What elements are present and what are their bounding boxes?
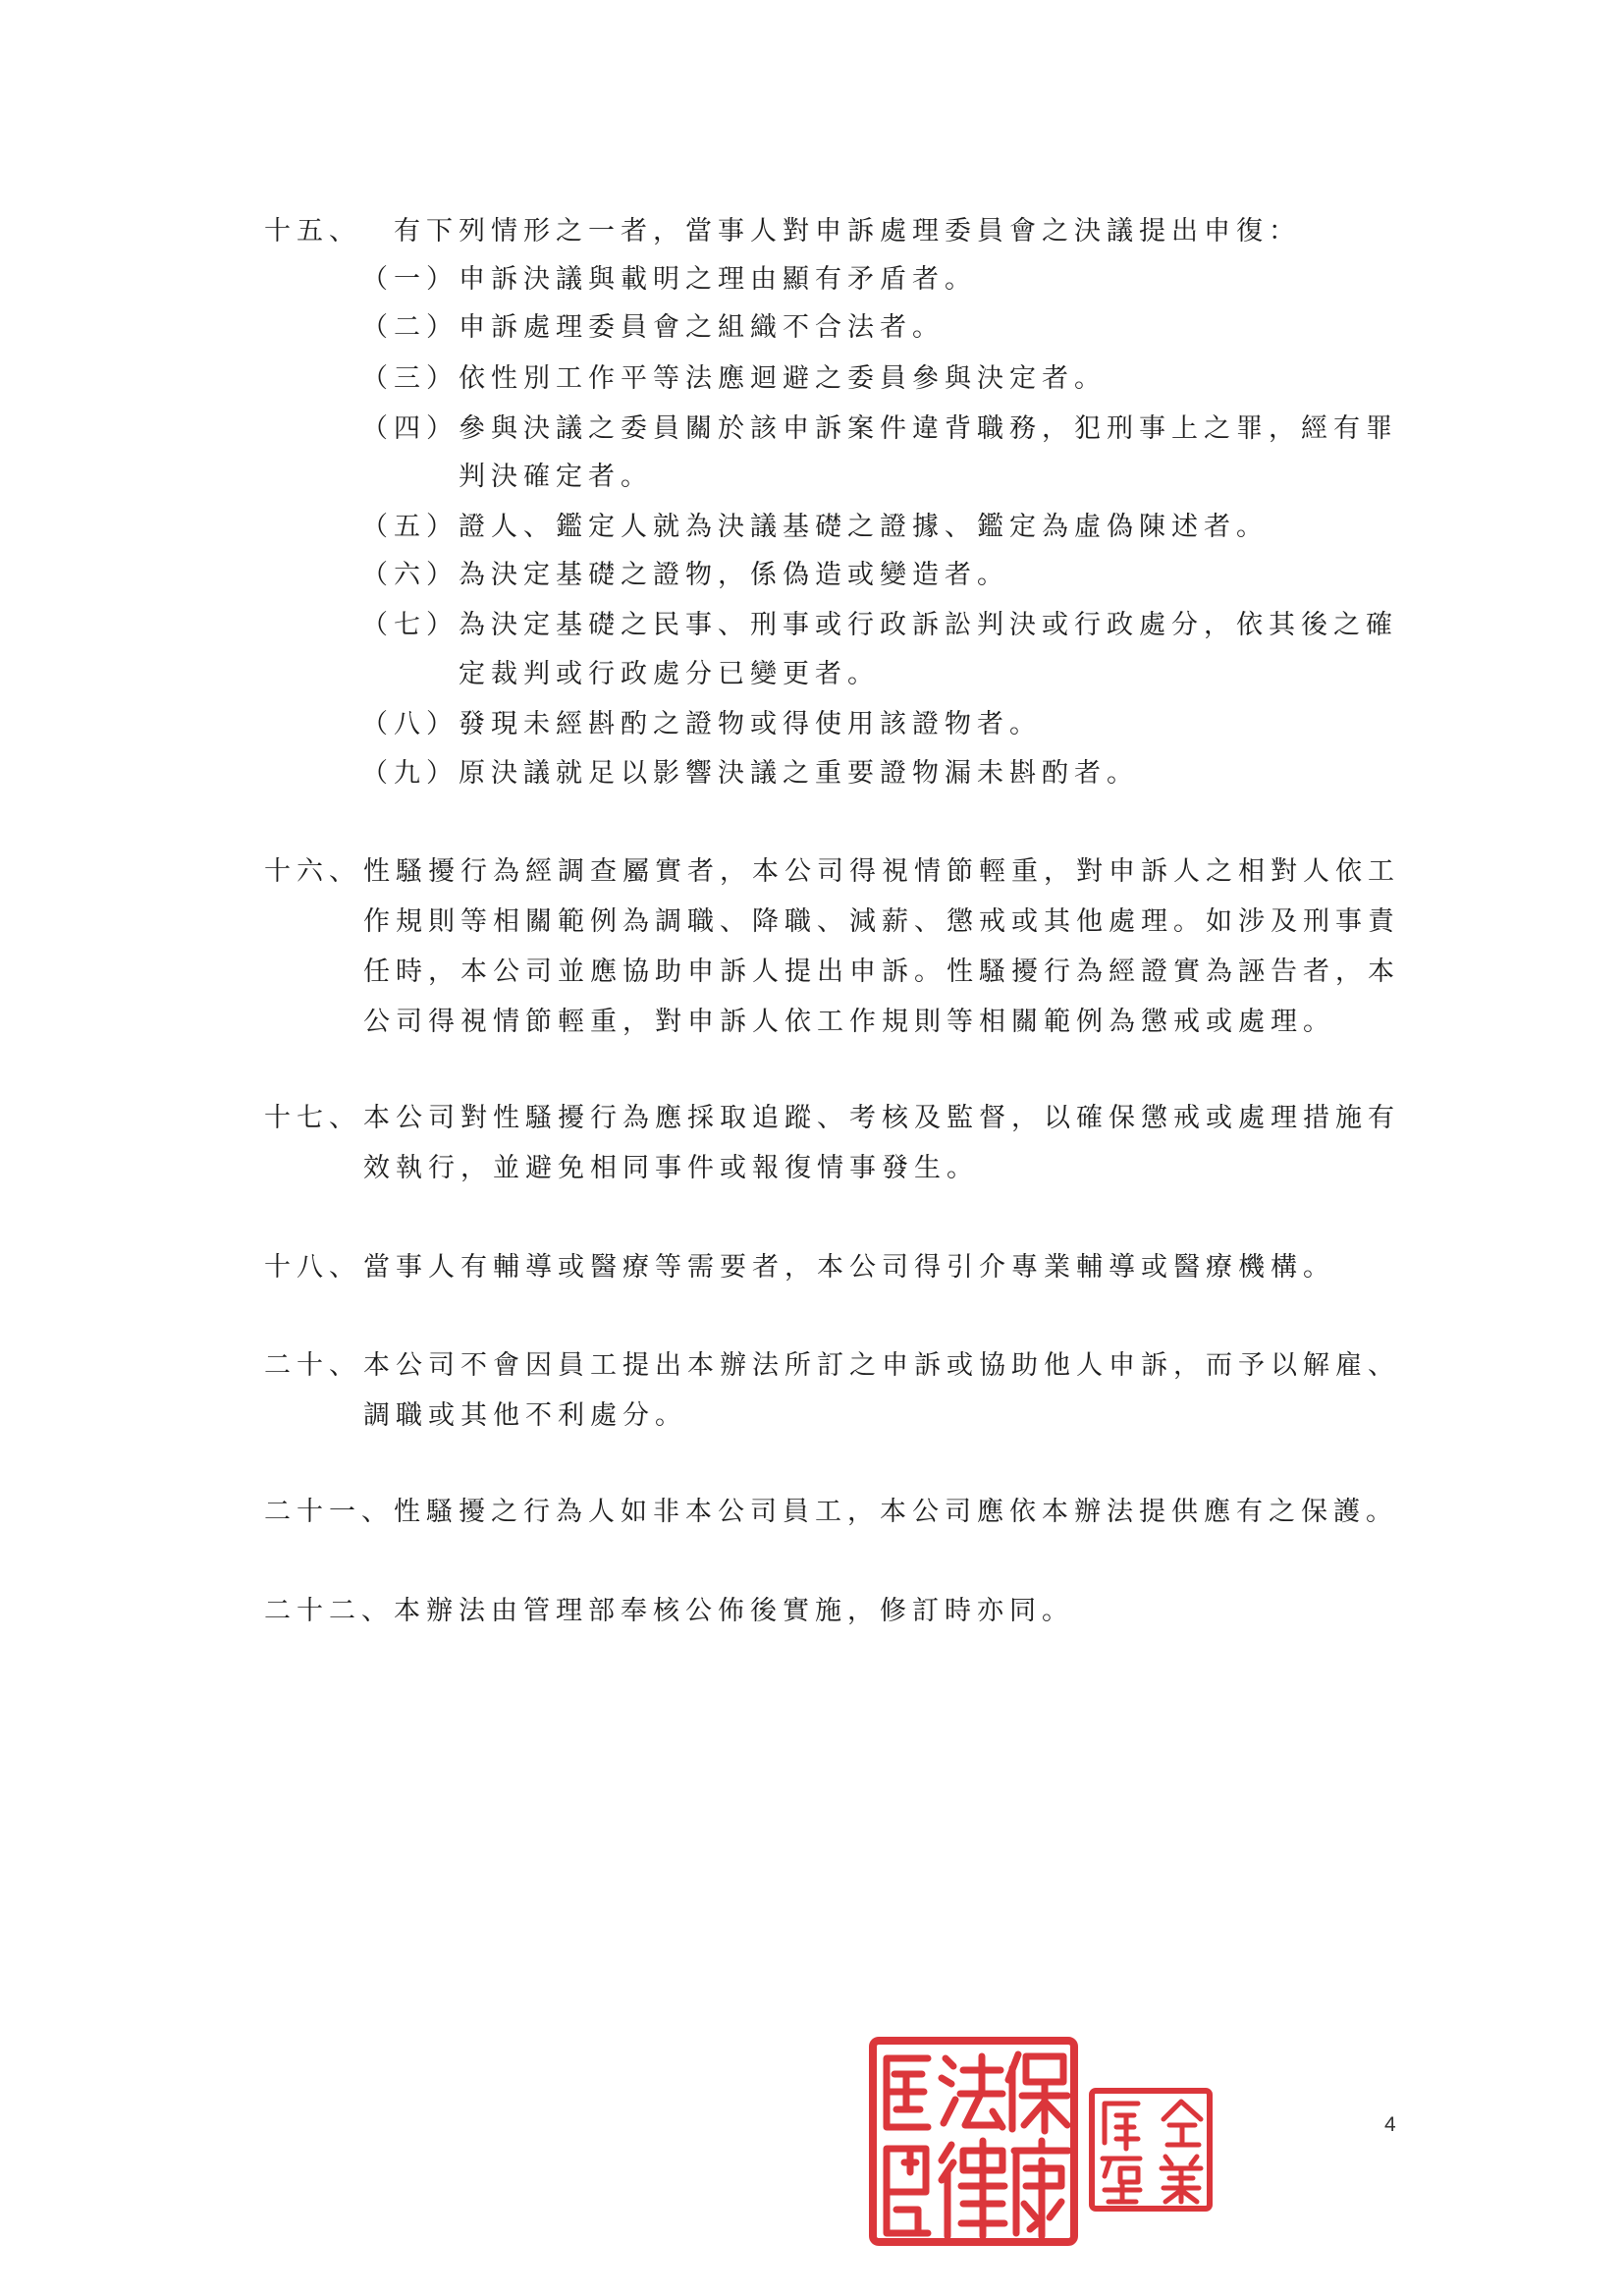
article-20-line-2: 調職或其他不利處分。: [363, 1400, 687, 1431]
article-21-line-1: 性騷擾之行為人如非本公司員工，本公司應依本辦法提供應有之保護。: [394, 1497, 1398, 1527]
article-16-line-4: 公司得視情節輕重，對申訴人依工作規則等相關範例為懲戒或處理。: [363, 1007, 1335, 1037]
article-21-label: 二十一、: [264, 1497, 394, 1527]
item-4-label: （四）: [361, 413, 459, 444]
company-seal-icon: [867, 2035, 1080, 2248]
item-4-text-continued: 判決確定者。: [459, 462, 653, 492]
article-18-label: 十八、: [264, 1252, 361, 1283]
item-4-text: 參與決議之委員關於該申訴案件違背職務，犯刑事上之罪，經有罪: [459, 413, 1398, 444]
item-2-text: 申訴處理委員會之組織不合法者。: [459, 312, 945, 343]
item-7-text-continued: 定裁判或行政處分已變更者。: [459, 659, 880, 689]
representative-seal-icon: [1087, 2086, 1215, 2214]
item-2-label: （二）: [361, 312, 459, 343]
item-5-text: 證人、鑑定人就為決議基礎之證據、鑑定為虛偽陳述者。: [459, 512, 1269, 542]
item-8-label: （八）: [361, 709, 459, 739]
item-1-text: 申訴決議與載明之理由顯有矛盾者。: [459, 264, 977, 295]
item-5-label: （五）: [361, 512, 459, 542]
item-7-label: （七）: [361, 610, 459, 640]
article-15-intro: 有下列情形之一者，當事人對申訴處理委員會之決議提出申復：: [394, 216, 1301, 246]
article-16-label: 十六、: [264, 856, 361, 887]
item-6-label: （六）: [361, 560, 459, 590]
item-3-label: （三）: [361, 363, 459, 394]
item-8-text: 發現未經斟酌之證物或得使用該證物者。: [459, 709, 1042, 739]
item-9-text: 原決議就足以影響決議之重要證物漏未斟酌者。: [459, 758, 1139, 789]
article-22-label: 二十二、: [264, 1596, 394, 1626]
article-16-line-2: 作規則等相關範例為調職、降職、減薪、懲戒或其他處理。如涉及刑事責: [363, 906, 1400, 937]
article-15-label: 十五、: [264, 216, 361, 246]
article-17-line-2: 效執行，並避免相同事件或報復情事發生。: [363, 1153, 979, 1183]
article-17-line-1: 本公司對性騷擾行為應採取追蹤、考核及監督，以確保懲戒或處理措施有: [363, 1103, 1400, 1133]
item-9-label: （九）: [361, 758, 459, 789]
item-1-label: （一）: [361, 264, 459, 295]
page-number: 4: [1384, 2113, 1396, 2136]
article-16-line-3: 任時，本公司並應協助申訴人提出申訴。性騷擾行為經證實為誣告者，本: [363, 957, 1400, 987]
item-3-text: 依性別工作平等法應迴避之委員參與決定者。: [459, 363, 1107, 394]
article-16-line-1: 性騷擾行為經調查屬實者，本公司得視情節輕重，對申訴人之相對人依工: [363, 856, 1400, 887]
article-17-label: 十七、: [264, 1103, 361, 1133]
item-6-text: 為決定基礎之證物，係偽造或變造者。: [459, 560, 1009, 590]
article-20-label: 二十、: [264, 1350, 361, 1381]
item-7-text: 為決定基礎之民事、刑事或行政訴訟判決或行政處分，依其後之確: [459, 610, 1398, 640]
article-18-line-1: 當事人有輔導或醫療等需要者，本公司得引介專業輔導或醫療機構。: [363, 1252, 1335, 1283]
article-20-line-1: 本公司不會因員工提出本辦法所訂之申訴或協助他人申訴，而予以解雇、: [363, 1350, 1400, 1381]
article-22-line-1: 本辦法由管理部奉核公佈後實施，修訂時亦同。: [394, 1596, 1074, 1626]
